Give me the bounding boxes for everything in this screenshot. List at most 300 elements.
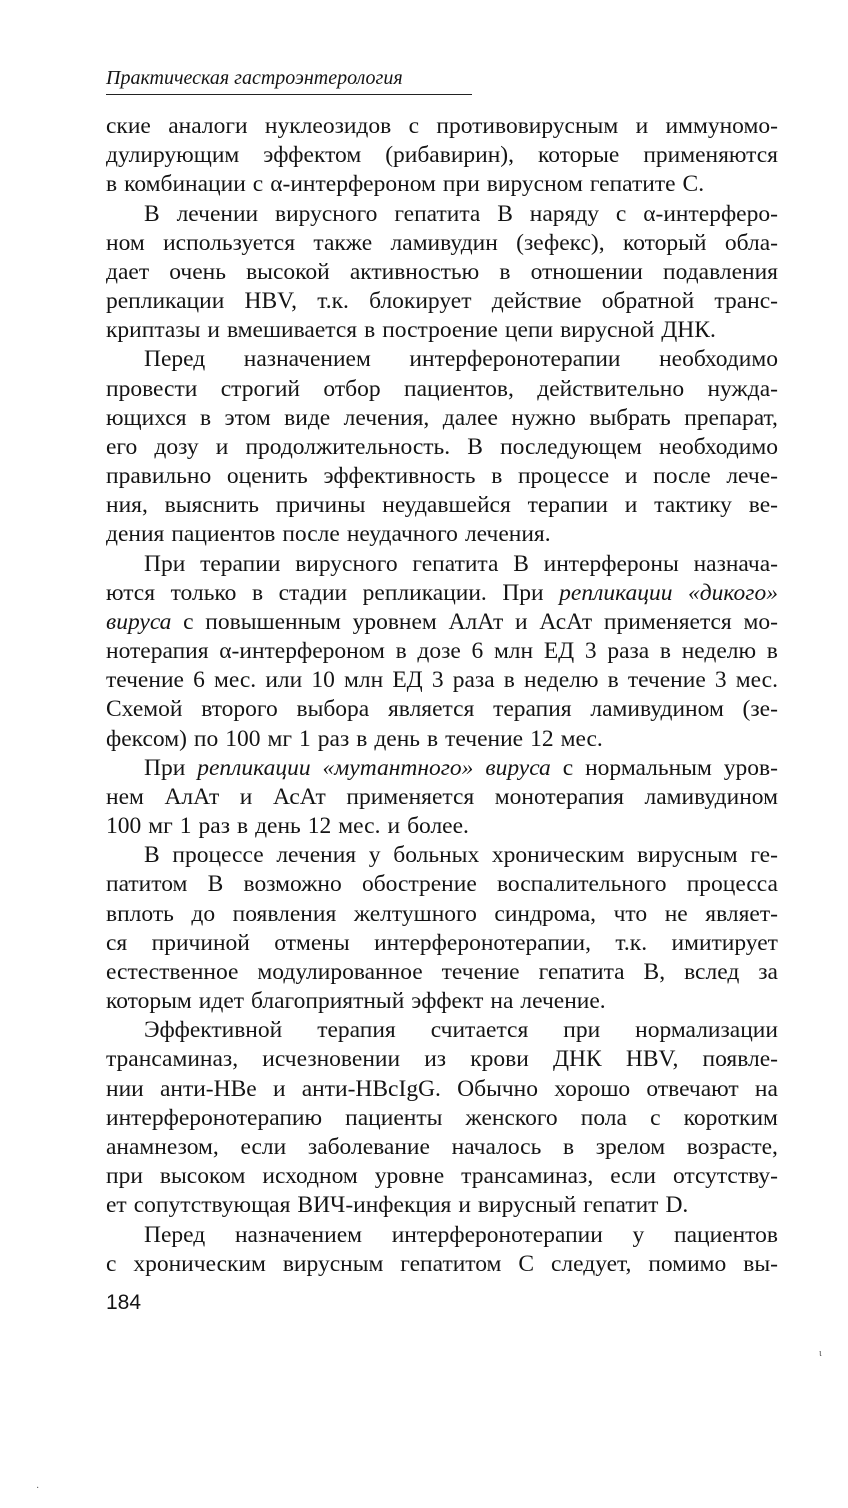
- word: 6: [471, 638, 484, 665]
- word: Перед: [144, 1221, 206, 1248]
- word: 12: [307, 813, 332, 840]
- word: до: [191, 900, 216, 927]
- word: виде: [284, 404, 331, 431]
- word: стадии: [278, 579, 348, 606]
- word: в: [251, 579, 264, 606]
- margin-mark: ι: [819, 1348, 822, 1359]
- text-line: [106, 228, 778, 258]
- word: выбора: [296, 696, 370, 723]
- word: очень: [169, 258, 226, 285]
- text-line: [106, 286, 778, 316]
- word: и: [458, 1192, 471, 1219]
- word: или: [265, 667, 303, 694]
- word: Схемой: [106, 696, 183, 723]
- text-line: [144, 1015, 778, 1045]
- text-line: [106, 1132, 778, 1162]
- word: построение: [382, 317, 498, 344]
- word: иммуномо-: [665, 113, 778, 139]
- word: воспалительного: [496, 871, 667, 898]
- word: его: [106, 433, 138, 460]
- word: ские: [106, 113, 151, 139]
- word: α-интерфероном: [270, 171, 436, 198]
- word: мес.: [213, 667, 257, 694]
- word: ламивудин: [390, 229, 498, 256]
- text-line: [106, 461, 778, 491]
- word: далее: [442, 404, 498, 431]
- word: ся: [106, 929, 128, 956]
- text-line: [144, 199, 778, 229]
- word: эффектом: [263, 142, 362, 169]
- word: течение: [445, 725, 524, 752]
- word: В: [497, 200, 513, 227]
- word: обратной: [601, 288, 695, 314]
- word: D.: [665, 1192, 689, 1219]
- word: течение: [441, 958, 520, 985]
- word: мес.: [735, 667, 778, 694]
- word: млн: [493, 638, 534, 665]
- word: интерферонотерапию: [106, 1104, 323, 1131]
- word: который: [622, 229, 707, 256]
- word: При: [502, 579, 544, 606]
- word: мг: [148, 813, 173, 840]
- word: Эффективной: [144, 1017, 283, 1044]
- word: отвечают: [646, 1075, 739, 1102]
- word: день: [255, 813, 301, 840]
- text-line: [106, 1074, 778, 1104]
- word: при: [442, 171, 480, 198]
- word: при: [106, 1163, 143, 1190]
- word: тактику: [654, 492, 732, 519]
- word: следует,: [550, 1250, 632, 1277]
- word: лечения,: [343, 404, 430, 431]
- word: неделю: [681, 638, 757, 665]
- word: В: [144, 842, 160, 869]
- text-line: [106, 1103, 778, 1133]
- word: 12: [530, 725, 554, 752]
- word: если: [610, 1163, 656, 1190]
- word: гепатита: [394, 200, 481, 227]
- word: неделю: [524, 667, 599, 694]
- word: провести: [106, 375, 198, 402]
- word: отмены: [274, 929, 350, 956]
- word: строгий: [220, 375, 301, 402]
- word: в: [491, 463, 503, 489]
- word: обла-: [724, 229, 778, 256]
- word: ВИЧ-инфекция: [297, 1192, 452, 1219]
- word: коротким: [683, 1104, 778, 1131]
- word: вирусный: [477, 1192, 577, 1219]
- word: необходимо: [659, 433, 778, 460]
- word: активностью: [349, 258, 480, 285]
- word: исходном: [262, 1163, 358, 1190]
- word: и: [272, 1075, 286, 1102]
- word: нуклеозидов: [264, 113, 392, 139]
- word: последующем: [500, 433, 642, 460]
- word: и: [207, 317, 220, 344]
- word: более.: [407, 813, 469, 840]
- word: модулированное: [257, 958, 423, 985]
- word: HBV,: [625, 1046, 679, 1073]
- word: нужно: [511, 404, 576, 431]
- text-line: [106, 957, 778, 987]
- word: анти-HBe: [159, 1075, 257, 1102]
- word: заболевание: [307, 1134, 430, 1160]
- word: применяется: [603, 608, 732, 635]
- word: При: [144, 550, 186, 577]
- word: ламивудином: [644, 783, 778, 810]
- word: второго: [201, 696, 278, 723]
- word: этом: [224, 404, 271, 431]
- word: мо-: [743, 608, 778, 635]
- word: используется: [163, 229, 296, 256]
- word: дозе: [417, 638, 461, 665]
- word: у: [368, 842, 381, 869]
- word: после: [282, 521, 340, 548]
- word: транс-: [714, 288, 778, 314]
- word: в: [766, 638, 778, 665]
- word: день: [374, 725, 421, 752]
- word: т.к.: [317, 288, 349, 314]
- word: АсАт: [539, 608, 593, 635]
- word: в: [356, 725, 368, 752]
- word: началось: [451, 1134, 542, 1160]
- word: являет-: [705, 900, 778, 927]
- word: в: [106, 171, 118, 198]
- text-line: [106, 986, 778, 1016]
- word: из: [424, 1046, 447, 1073]
- text-line: [106, 811, 778, 841]
- word: гепатитом: [400, 1250, 502, 1277]
- word: и: [624, 463, 638, 489]
- word: уров-: [723, 754, 778, 781]
- word: (рибавирин),: [385, 142, 515, 169]
- word: (зе-: [742, 696, 778, 723]
- text-line: [106, 403, 778, 433]
- word: препарат,: [684, 404, 778, 431]
- word: пациентов: [171, 521, 276, 548]
- word: 1: [179, 813, 192, 840]
- word: обострение: [361, 871, 477, 898]
- word: применяются: [643, 142, 778, 169]
- word: мес.: [560, 725, 603, 752]
- word: действительно: [537, 375, 685, 402]
- word: раз: [317, 725, 350, 752]
- word: нужда-: [707, 375, 778, 402]
- word: имитирует: [671, 929, 778, 956]
- word: нормальным: [585, 754, 712, 781]
- word: и: [624, 492, 638, 519]
- text-line: [106, 490, 778, 520]
- word: 100: [225, 725, 261, 752]
- word: лечения.: [464, 521, 551, 548]
- word: анамнезом,: [106, 1134, 219, 1160]
- word: интерферонотерапии: [409, 346, 621, 373]
- word: естественное: [106, 958, 239, 985]
- word: мес.: [338, 813, 381, 840]
- word: цепи: [504, 317, 554, 344]
- word: блокирует: [369, 288, 472, 314]
- text-line: [106, 782, 778, 812]
- text-line: [106, 1190, 778, 1220]
- word: с: [408, 113, 420, 139]
- word: с: [183, 608, 194, 635]
- text-line: [144, 549, 778, 579]
- text-line: [106, 519, 778, 549]
- word: ном: [106, 229, 145, 256]
- text-line: [106, 724, 778, 754]
- word: гепатита: [538, 958, 625, 985]
- word: необходимо: [659, 346, 778, 373]
- word: ламивудином: [590, 696, 724, 723]
- text-line: [106, 257, 778, 287]
- word: 6: [193, 667, 205, 694]
- word: Обычно: [457, 1075, 539, 1102]
- word: назначением: [243, 346, 371, 373]
- word: возрасте,: [686, 1134, 778, 1160]
- word: мг: [267, 725, 293, 752]
- word: назначением: [234, 1221, 363, 1248]
- word: лечение.: [520, 988, 606, 1015]
- word: пациентов: [674, 1221, 778, 1248]
- word: отбор: [323, 375, 381, 402]
- word: женского: [465, 1104, 558, 1131]
- word: благоприятный: [251, 988, 405, 1015]
- text-line: [106, 899, 778, 929]
- word: вирусной: [560, 317, 655, 344]
- word: «дикого»: [688, 579, 778, 606]
- word: в: [659, 638, 672, 665]
- word: нотерапия: [106, 638, 209, 665]
- word: является: [387, 696, 475, 723]
- word: раза: [607, 638, 650, 665]
- word: в: [199, 404, 212, 431]
- word: интерферонотерапии: [391, 1221, 603, 1248]
- word: противовирусным: [436, 113, 619, 139]
- word: ЕД: [543, 638, 575, 665]
- word: трансаминаз,: [461, 1163, 594, 1190]
- word: криптазы: [106, 317, 201, 344]
- word: повышенным: [205, 608, 341, 635]
- word: течение: [627, 667, 706, 694]
- word: с: [252, 171, 264, 198]
- text-line: [106, 374, 778, 404]
- word: 3: [714, 667, 727, 694]
- word: по: [193, 725, 219, 752]
- word: в: [607, 667, 619, 694]
- word: монотерапия: [494, 783, 624, 810]
- text-line: [106, 432, 778, 462]
- word: не: [664, 900, 688, 927]
- text-line: [144, 1220, 778, 1250]
- text-line: [106, 607, 778, 637]
- word: если: [240, 1134, 287, 1160]
- word: за: [758, 958, 778, 985]
- word: в: [427, 725, 439, 752]
- word: с: [615, 200, 627, 227]
- word: которые: [538, 142, 620, 169]
- word: нем: [106, 783, 144, 810]
- word: в: [364, 317, 376, 344]
- word: неудавшейся: [382, 492, 511, 519]
- word: уровне: [374, 1163, 445, 1190]
- word: сопутствующая: [133, 1192, 291, 1219]
- word: лече-: [726, 463, 778, 489]
- word: вирусным: [282, 1250, 384, 1277]
- word: хроническим: [491, 842, 625, 869]
- word: выбрать: [589, 404, 671, 431]
- word: фексом): [106, 725, 187, 752]
- word: больных: [393, 842, 480, 869]
- word: причины: [275, 492, 366, 519]
- word: раза: [452, 667, 495, 694]
- word: подавления: [663, 258, 778, 285]
- word: патитом: [106, 871, 188, 898]
- word: эффективность: [323, 463, 476, 489]
- word: лечения: [276, 842, 357, 869]
- word: комбинации: [124, 171, 246, 198]
- word: ве-: [748, 492, 778, 519]
- word: вслед: [684, 958, 740, 985]
- word: вмешивается: [226, 317, 358, 344]
- word: С.: [682, 171, 705, 198]
- word: Перед: [144, 346, 206, 373]
- word: хорошо: [554, 1075, 631, 1102]
- text-line: [106, 315, 778, 345]
- word: зрелом: [595, 1134, 666, 1160]
- text-line: [106, 694, 778, 724]
- word: у: [632, 1221, 645, 1248]
- word: интерферонотерапии,: [374, 929, 592, 956]
- text-line: [144, 753, 778, 783]
- word: вирусным: [637, 842, 738, 869]
- word: α-интерфероном: [219, 638, 385, 665]
- word: в: [395, 638, 407, 665]
- word: синдрома,: [494, 900, 597, 927]
- word: также: [313, 229, 373, 256]
- word: ет: [106, 1192, 127, 1219]
- word: уровнем: [352, 608, 437, 635]
- word: аналоги: [168, 113, 248, 139]
- word: гепатите: [589, 171, 676, 198]
- word: вирусном: [486, 171, 583, 198]
- word: высокой: [246, 258, 330, 285]
- word: вплоть: [106, 900, 174, 927]
- word: с: [106, 1250, 117, 1277]
- word: АлАт: [164, 783, 220, 810]
- word: с: [562, 754, 574, 781]
- text-line: [106, 869, 778, 899]
- word: что: [613, 900, 648, 927]
- word: пациентов,: [404, 375, 514, 402]
- word: правильно: [106, 463, 212, 489]
- word: С: [518, 1250, 535, 1277]
- word: в: [562, 1134, 575, 1160]
- text-line: [106, 928, 778, 958]
- word: вирусного: [295, 550, 398, 577]
- word: репликации: [106, 288, 225, 314]
- word: в: [503, 667, 515, 694]
- word: неудачного: [346, 521, 458, 548]
- word: нии: [106, 1075, 144, 1102]
- word: раз: [198, 813, 230, 840]
- word: наряду: [529, 200, 600, 227]
- word: при: [563, 1017, 601, 1044]
- word: АлАт: [448, 608, 504, 635]
- word: только: [170, 579, 237, 606]
- word: назнача-: [693, 550, 778, 577]
- word: млн: [344, 667, 384, 694]
- text-line: [144, 840, 778, 870]
- word: пациенты: [345, 1104, 443, 1131]
- word: ющихся: [106, 404, 187, 431]
- word: интерфероны: [543, 550, 679, 577]
- word: с: [650, 1104, 661, 1131]
- text-line: [144, 344, 778, 374]
- word: и: [387, 813, 401, 840]
- word: В: [513, 550, 529, 577]
- word: считается: [430, 1017, 529, 1044]
- word: репликации: [197, 754, 311, 781]
- word: процесса: [686, 871, 778, 898]
- text-line: [106, 1249, 778, 1279]
- word: ЕД: [392, 667, 423, 694]
- word: крови: [470, 1046, 529, 1073]
- word: в: [236, 813, 249, 840]
- word: в: [499, 258, 511, 285]
- word: после: [653, 463, 711, 489]
- word: исчезновении: [262, 1046, 401, 1073]
- word: отношении: [530, 258, 643, 285]
- text-line: [106, 578, 778, 608]
- word: процессе: [517, 463, 610, 489]
- word: появле-: [702, 1046, 778, 1073]
- word: процессе: [172, 842, 264, 869]
- word: которым: [106, 988, 192, 1015]
- word: оценить: [226, 463, 308, 489]
- word: вируса: [485, 754, 551, 781]
- word: т.к.: [615, 929, 648, 956]
- word: репликации.: [362, 579, 487, 606]
- word: АсАт: [272, 783, 326, 810]
- word: терапии: [527, 492, 608, 519]
- word: возможно: [243, 871, 342, 898]
- word: ются: [106, 579, 156, 606]
- word: 100: [106, 813, 142, 840]
- word: желтушного: [353, 900, 477, 927]
- word: В: [144, 200, 160, 227]
- word: дулирующим: [106, 142, 240, 169]
- word: на: [754, 1075, 778, 1102]
- word: 1: [299, 725, 311, 752]
- word: гепатита: [412, 550, 499, 577]
- word: пола: [580, 1104, 627, 1131]
- word: и: [239, 783, 253, 810]
- word: причиной: [151, 929, 250, 956]
- word: ния,: [106, 492, 148, 519]
- margin-mark: ·: [36, 1483, 40, 1494]
- word: и: [515, 608, 528, 635]
- running-head: Практическая гастроэнтерология: [106, 67, 403, 89]
- word: на: [490, 988, 514, 1015]
- word: В: [207, 871, 224, 898]
- word: В,: [643, 958, 666, 985]
- word: дает: [106, 258, 150, 285]
- word: 10: [311, 667, 335, 694]
- word: вирусного: [275, 200, 378, 227]
- word: нормализации: [635, 1017, 778, 1044]
- word: ге-: [750, 842, 778, 869]
- word: терапия: [317, 1017, 396, 1044]
